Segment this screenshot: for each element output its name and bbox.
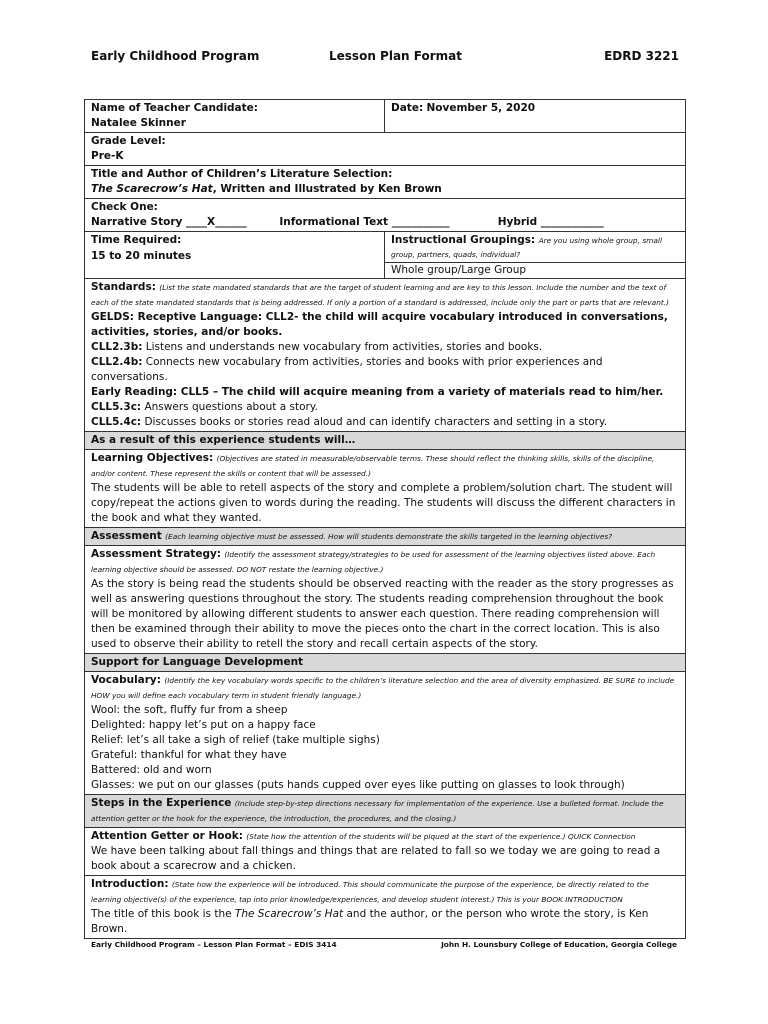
hybrid-option: Hybrid ____________ <box>497 216 604 228</box>
introduction-text-start: The title of this book is the <box>91 908 235 920</box>
page-header <box>91 47 679 67</box>
introduction-book-title: The Scarecrow’s Hat <box>234 908 344 920</box>
assessment-strategy-row <box>85 546 686 654</box>
vocabulary-cell <box>85 672 686 795</box>
objectives-cell <box>85 450 686 528</box>
standard-text: Discusses books or stories read aloud and can identify characters and setting in a story. <box>141 416 608 428</box>
teacher-name: Natalee Skinner <box>91 117 186 129</box>
time-label: Time Required: <box>91 234 182 246</box>
steps-header <box>85 795 686 828</box>
introduction-row <box>85 876 686 939</box>
check-one-row <box>85 199 686 232</box>
objectives-label: Learning Objectives: <box>91 452 214 464</box>
page-footer <box>91 940 677 954</box>
language-support-row <box>85 654 686 672</box>
footer-program: Early Childhood Program – Lesson Plan Format – EDIS 3414 <box>91 940 337 949</box>
teacher-cell <box>85 100 385 133</box>
hook-row <box>85 828 686 876</box>
literature-cell <box>85 166 686 199</box>
standard-item <box>91 400 680 415</box>
vocabulary-item: Delighted: happy let’s put on a happy face <box>91 719 316 731</box>
grade-row <box>85 133 686 166</box>
grade-value: Pre-K <box>91 150 124 162</box>
groupings-value: Whole group/Large Group <box>385 262 685 278</box>
groupings-label: Instructional Groupings: <box>391 234 536 246</box>
assessment-note: (Each learning objective must be assessed. How will students demonstrate the skills targeted in the learning objectives? <box>165 532 613 541</box>
assessment-strategy-cell <box>85 546 686 654</box>
standards-row <box>85 279 686 432</box>
vocabulary-item: Wool: the soft, fluffy fur from a sheep <box>91 704 288 716</box>
vocabulary-label: Vocabulary: <box>91 674 161 686</box>
introduction-text-end: and the author, or the person who wrote the story, is Ken Brown. <box>91 908 649 935</box>
early-reading-standard: Early Reading: CLL5 – The child will acquire meaning from a variety of materials read to him/her. <box>91 386 664 398</box>
groupings-note: Are you using whole group, small group, partners, quads, individual? <box>391 236 663 259</box>
steps-label: Steps in the Experience <box>91 797 232 809</box>
program-name: Early Childhood Program <box>91 49 260 63</box>
standard-code: CLL2.3b: <box>91 341 143 353</box>
assessment-strategy-label: Assessment Strategy: <box>91 548 222 560</box>
date-value: November 5, 2020 <box>426 102 536 114</box>
groupings-cell <box>385 232 686 279</box>
steps-note: (Include step-by-step directions necessary for implementation of the experience. Use a bulleted format. Include the attention getter or the hook for the experience, the introduction, the procedures, and the closing.) <box>91 799 664 823</box>
introduction-text <box>91 907 680 937</box>
vocabulary-item: Battered: old and worn <box>91 764 212 776</box>
standards-note: (List the state mandated standards that are the target of student learning and are key to this lesson. Include the number and the text of each of the state mandated standards that is being addressed. If only a portion of a standard is addressed, include only the part or parts that are relevant.) <box>91 283 670 307</box>
date-cell <box>385 100 686 133</box>
vocabulary-item: Grateful: thankful for what they have <box>91 749 287 761</box>
standards-cell <box>85 279 686 432</box>
date-label: Date: <box>391 102 424 114</box>
objectives-text: The students will be able to retell aspects of the story and complete a problem/solution chart. The student will copy/repeat the actions given to words during the reading. The students will discuss the different characters in the book and what they wanted. <box>91 482 676 524</box>
hook-text: We have been talking about fall things and things that are related to fall so we today we are going to read a book about a scarecrow and a chicken. <box>91 845 661 872</box>
time-cell <box>85 232 385 279</box>
literature-row <box>85 166 686 199</box>
time-value: 15 to 20 minutes <box>91 250 192 262</box>
check-one-label: Check One: <box>91 201 158 213</box>
standard-code: CLL2.4b: <box>91 356 143 368</box>
gelds-standard: GELDS: Receptive Language: CLL2- the child will acquire vocabulary introduced in conversations, activities, stories, and/or books. <box>91 311 668 338</box>
assessment-strategy-text: As the story is being read the students should be observed reacting with the reader as the story progresses as well as answering questions throughout the story. The students reading comprehension throughout the book will be monitored by allowing different students to answer each question. There reading comprehension will then be examined through their ability to move the pieces onto the chart in the correct location. This is also used to observe their ability to retell the story and recall certain aspects of the story. <box>91 578 674 650</box>
standard-item <box>91 415 680 430</box>
grade-cell <box>85 133 686 166</box>
lesson-plan-form <box>84 99 686 939</box>
standard-item <box>91 355 680 385</box>
document-type: Lesson Plan Format <box>329 49 462 63</box>
objectives-note: (Objectives are stated in measurable/observable terms. These should reflect the thinking skills, skills of the discipline, and/or content. These represent the skills or content that will be assessed.) <box>91 454 655 478</box>
assessment-row <box>85 528 686 546</box>
check-one-cell <box>85 199 686 232</box>
objectives-row <box>85 450 686 528</box>
teacher-row <box>85 100 686 133</box>
introduction-label: Introduction: <box>91 878 169 890</box>
assessment-header <box>85 528 686 546</box>
vocabulary-note: (Identify the key vocabulary words specific to the children’s literature selection and the area of diversity emphasized. BE SURE to include HOW you will define each vocabulary term in student friendly language.) <box>91 676 675 700</box>
time-groupings-row <box>85 232 686 279</box>
result-header-row <box>85 432 686 450</box>
standard-code: CLL5.4c: <box>91 416 142 428</box>
hook-label: Attention Getter or Hook: <box>91 830 243 842</box>
informational-option: Informational Text ___________ <box>279 216 450 228</box>
standard-item <box>91 340 680 355</box>
steps-row <box>85 795 686 828</box>
vocabulary-row <box>85 672 686 795</box>
assessment-strategy-note: (Identify the assessment strategy/strategies to be used for assessment of the learning objectives listed above. Each learning objective should be assessed. DO NOT restate the learning objective.) <box>91 550 656 574</box>
introduction-cell <box>85 876 686 939</box>
assessment-label: Assessment <box>91 530 162 542</box>
language-support-header: Support for Language Development <box>85 654 686 672</box>
vocabulary-item: Glasses: we put on our glasses (puts hands cupped over eyes like putting on glasses to look through) <box>91 779 625 791</box>
introduction-note: (State how the experience will be introduced. This should communicate the purpose of the experience, be directly related to the learning objective(s) of the experience, tap into prior knowledge/experiences, and develop student interest.) This is your BOOK INTRODUCTION <box>91 880 649 904</box>
footer-college: John H. Lounsbury College of Education, Georgia College <box>441 940 677 949</box>
literature-label: Title and Author of Children’s Literature Selection: <box>91 168 393 180</box>
standards-label: Standards: <box>91 281 156 293</box>
book-title: The Scarecrow’s Hat <box>91 183 213 195</box>
narrative-option: Narrative Story ____X______ <box>91 216 247 228</box>
hook-cell <box>85 828 686 876</box>
vocabulary-item: Relief: let’s all take a sigh of relief (take multiple sighs) <box>91 734 380 746</box>
course-code: EDRD 3221 <box>604 49 679 63</box>
standard-text: Listens and understands new vocabulary from activities, stories and books. <box>142 341 543 353</box>
grade-label: Grade Level: <box>91 135 166 147</box>
standard-text: Connects new vocabulary from activities, stories and books with prior experiences and conversations. <box>91 356 603 383</box>
standard-code: CLL5.3c: <box>91 401 142 413</box>
standard-text: Answers questions about a story. <box>141 401 318 413</box>
teacher-label: Name of Teacher Candidate: <box>91 102 258 114</box>
result-header: As a result of this experience students will… <box>85 432 686 450</box>
book-author: , Written and Illustrated by Ken Brown <box>212 183 442 195</box>
hook-note: (State how the attention of the students will be piqued at the start of the experience.) QUICK Connection <box>246 832 636 841</box>
